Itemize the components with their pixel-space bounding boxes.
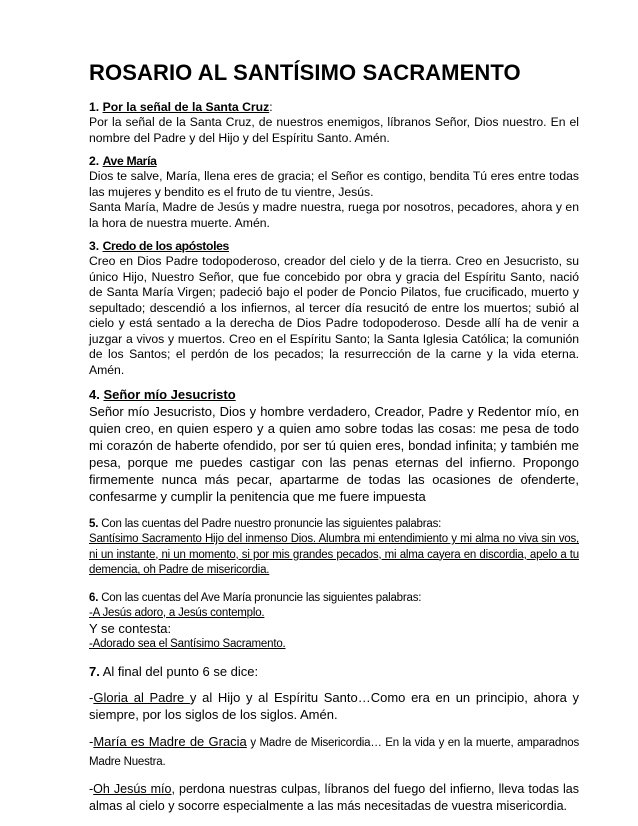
oh-jesus-label: Oh Jesús mío bbox=[93, 782, 172, 796]
section-4-number: 4. bbox=[89, 387, 100, 402]
section-3-heading bbox=[89, 239, 579, 254]
section-3-number: 3. bbox=[89, 239, 100, 253]
section-7-intro: Al final del punto 6 se dice: bbox=[102, 664, 259, 679]
section-7-heading bbox=[89, 664, 579, 679]
section-6-number: 6. bbox=[89, 591, 99, 604]
section-7 bbox=[89, 664, 579, 815]
section-2-text-2: Santa María, Madre de Jesús y madre nuestra, ruega por nosotros, pecadores, ahora y en la hora de nuestra muerte. Amén. bbox=[89, 200, 579, 230]
document-page bbox=[89, 60, 579, 823]
section-5-text: Santísimo Sacramento Hijo del inmenso Dios. Alumbra mi entendimiento y mi alma no viva sin vos, ni un instante, ni un momento, si por mis grandes pecados, mi alma cayera en discordia, apelo a tu demencia, oh Padre de misericordia. bbox=[89, 533, 579, 576]
section-4-text: Señor mío Jesucristo, Dios y hombre verdadero, Creador, Padre y Redentor mío, en quien creo, en quien espero y a quien amo sobre todas las cosas: me pesa de todo mi corazón de haberte ofendido, por ser tú quien eres, bondad infinita; y también me pesa, porque me puedes castigar con las penas eternas del infierno. Propongo firmemente nunca más pecar, apartarme de todas las ocasiones de ofenderte, confesarme y cumplir la penitencia que me fuere impuesta bbox=[89, 404, 579, 504]
section-2-text-1: Dios te salve, María, llena eres de gracia; el Señor es contigo, bendita Tú eres entre todas las mujeres y bendito es el fruto de tu vientre, Jesús. bbox=[89, 169, 579, 199]
page-title: ROSARIO AL SANTÍSIMO SACRAMENTO bbox=[89, 60, 521, 85]
section-5 bbox=[89, 517, 579, 579]
section-1-number: 1. bbox=[89, 100, 100, 114]
section-4-title: Señor mío Jesucristo bbox=[103, 387, 236, 402]
section-2-number: 2. bbox=[89, 154, 100, 168]
section-2-title: Ave María bbox=[102, 154, 157, 168]
section-3 bbox=[89, 239, 579, 378]
section-2 bbox=[89, 154, 579, 231]
section-1-colon: : bbox=[269, 100, 273, 114]
section-5-intro: Con las cuentas del Padre nuestro pronuncie las siguientes palabras: bbox=[101, 518, 442, 530]
section-2-heading bbox=[89, 154, 579, 169]
section-6-line-3: -Adorado sea el Santísimo Sacramento. bbox=[89, 637, 286, 650]
maria-label: María es Madre de Gracia bbox=[93, 734, 247, 749]
section-1 bbox=[89, 100, 579, 146]
section-6-intro: Con las cuentas del Ave María pronuncie las siguientes palabras: bbox=[101, 591, 422, 604]
section-7-number: 7. bbox=[89, 664, 100, 679]
section-6-line-1: -A Jesús adoro, a Jesús contemplo. bbox=[89, 606, 265, 619]
section-6-line-2: Y se contesta: bbox=[89, 621, 172, 636]
gloria-label: Gloria al Padre bbox=[93, 690, 190, 705]
section-4-heading bbox=[89, 386, 579, 403]
section-3-text: Creo en Dios Padre todopoderoso, creador del cielo y de la tierra. Creo en Jesucristo, su único Hijo, Nuestro Señor, que fue concebido por obra y gracia del Espíritu Santo, nació de Santa María Virgen; padeció bajo el poder de Poncio Pilatos, fue crucificado, muerto y sepultado; descendió a los infiernos, al tercer día resucitó de entre los muertos; subió al cielo y está sentado a la derecha de Dios Padre todopoderoso. Desde allí ha de venir a juzgar a vivos y muertos. Creo en el Espíritu Santo; la Santa Iglesia Católica; la comunión de los Santos; el perdón de los pecados; la resurrección de la carne y la vida eterna. Amén. bbox=[89, 254, 579, 377]
section-7-oh-jesus: -Oh Jesús mío, perdona nuestras culpas, líbranos del fuego del infierno, lleva todas las almas al cielo y socorre especialmente a las más necesitadas de vuestra misericordia. bbox=[89, 782, 579, 813]
section-3-title: Credo de los apóstoles bbox=[102, 239, 229, 253]
section-1-heading bbox=[89, 100, 579, 115]
section-7-gloria: -Gloria al Padre y al Hijo y al Espíritu Santo…Como era en un principio, ahora y siempre, por los siglos de los siglos. Amén. bbox=[89, 690, 579, 722]
section-1-title: Por la señal de la Santa Cruz bbox=[102, 100, 270, 114]
section-7-maria: -María es Madre de Gracia y Madre de Misericordia… En la vida y en la muerte, amparadnos Madre Nuestra. bbox=[89, 734, 579, 768]
section-5-number: 5. bbox=[89, 518, 99, 530]
section-6-heading bbox=[89, 591, 579, 606]
section-4 bbox=[89, 386, 579, 505]
section-1-text: Por la señal de la Santa Cruz, de nuestros enemigos, líbranos Señor, Dios nuestro. En el nombre del Padre y del Hijo y del Espíritu Santo. Amén. bbox=[89, 115, 579, 145]
section-5-heading bbox=[89, 517, 579, 532]
section-6 bbox=[89, 591, 579, 653]
